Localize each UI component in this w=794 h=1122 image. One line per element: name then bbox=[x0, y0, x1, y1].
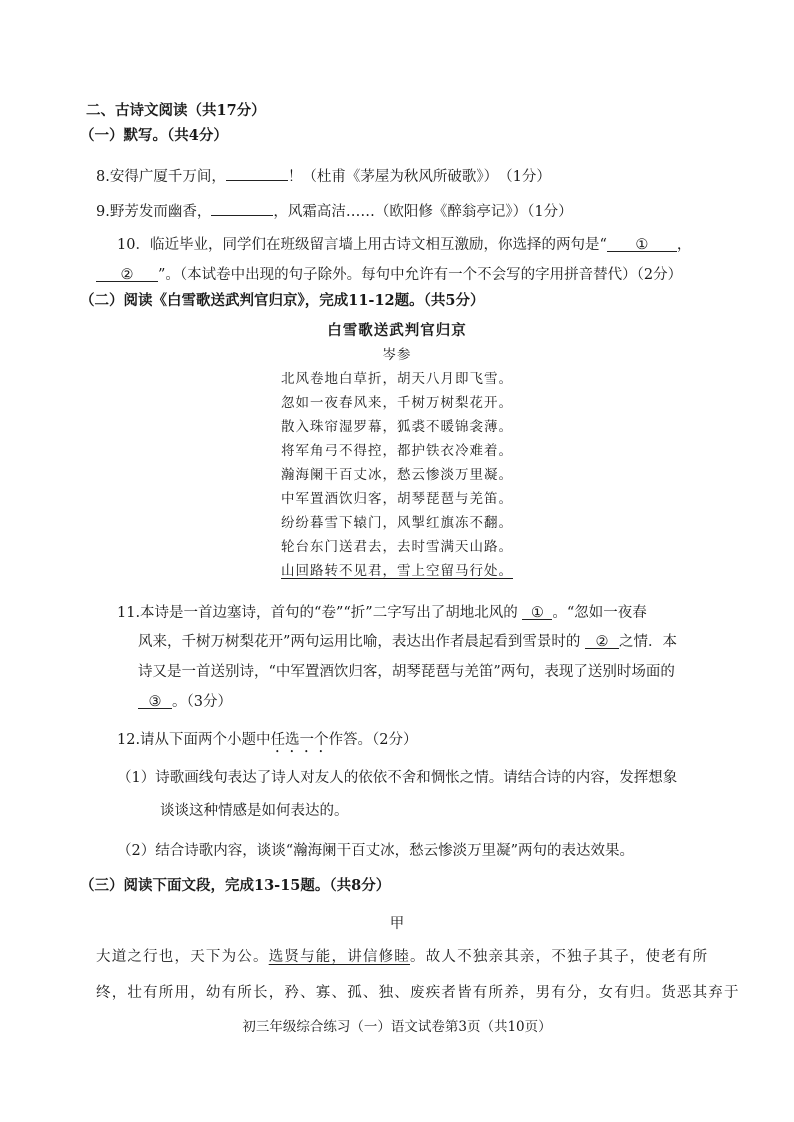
q10-text-line2: ”。（本试卷中出现的句子除外。每句中允许有一个不会写的字用拼音替代）（2分） bbox=[158, 267, 683, 283]
passage-line-2: 终，壮有所用，幼有所长，矜、寡、孤、独、废疾者皆有所养，男有分，女有归。货恶其弃于 bbox=[96, 985, 740, 1001]
poem-line-5: 瀚海阑干百丈冰，愁云惨淡万里凝。 bbox=[281, 467, 513, 483]
q11-text-2: 风来，千树万树梨花开”两句运用比喻，表达出作者晨起看到雪景时的 bbox=[138, 634, 581, 650]
poem-author: 岑参 bbox=[382, 347, 412, 363]
q10-blank-2[interactable]: ② bbox=[96, 265, 158, 282]
poem-line-6: 中军置酒饮归客，胡琴琵琶与羌笛。 bbox=[281, 491, 513, 507]
q11-blank-1[interactable]: ① bbox=[522, 603, 552, 620]
passage-line1-b: 。故人不独亲其亲，不独子其子，使老有所 bbox=[410, 949, 709, 965]
q11-blank-2[interactable]: ② bbox=[585, 632, 619, 649]
q8-answer-blank[interactable] bbox=[226, 164, 288, 181]
part2-title: （二）阅读《白雪歌送武判官归京》，完成11-12题。（共5分） bbox=[80, 292, 485, 309]
part3-title: （三）阅读下面文段，完成13-15题。（共8分） bbox=[80, 877, 391, 894]
poem-title: 白雪歌送武判官归京 bbox=[327, 322, 467, 339]
question-9 bbox=[96, 199, 573, 222]
q12-option-1-line1: （1）诗歌画线句表达了诗人对友人的依依不舍和惆怅之情。请结合诗的内容，发挥想象 bbox=[117, 770, 678, 786]
poem-line-9-underlined bbox=[0, 559, 794, 579]
question-8 bbox=[96, 164, 551, 187]
q11-blank-3[interactable]: ③ bbox=[138, 692, 172, 709]
q8-text-before: 8.安得广厦千万间， bbox=[96, 169, 226, 185]
q12-option-1-line2: 谈谈这种情感是如何表达的。 bbox=[160, 803, 349, 819]
q12-option-2: （2）结合诗歌内容，谈谈“瀚海阑干百丈冰，愁云惨淡万里凝”两句的表达效果。 bbox=[117, 843, 635, 859]
q10-text-before: 10．临近毕业，同学们在班级留言墙上用古诗文相互激励，你选择的两句是“ bbox=[117, 237, 607, 253]
question-10-line1 bbox=[117, 235, 691, 255]
poem-line-2: 忽如一夜春风来，千树万树梨花开。 bbox=[281, 395, 513, 411]
section-title: 二、古诗文阅读（共17分） bbox=[86, 102, 266, 119]
question-11-line1 bbox=[117, 603, 647, 623]
question-11-line2 bbox=[138, 632, 677, 652]
poem-line-8: 轮台东门送君去，去时雪满天山路。 bbox=[281, 539, 513, 555]
q10-blank-1[interactable]: ① bbox=[607, 235, 677, 252]
poem-line-4: 将军角弓不得控，都护铁衣冷难着。 bbox=[281, 443, 513, 459]
q11-text-1: 11.本诗是一首边塞诗，首句的“卷”“折”二字写出了胡地北风的 bbox=[117, 605, 518, 621]
poem-line-1: 北风卷地白草折，胡天八月即飞雪。 bbox=[281, 371, 513, 387]
q11-text-2b: 之情．本 bbox=[619, 634, 678, 650]
q11-text-1b: 。“忽如一夜春 bbox=[552, 605, 647, 621]
q11-text-4: 。（3分） bbox=[172, 694, 232, 710]
poem-line-3: 散入珠帘湿罗幕，狐裘不暖锦衾薄。 bbox=[281, 419, 513, 435]
q9-text-after: ，风霜高洁……（欧阳修《醉翁亭记》）（1分） bbox=[273, 204, 573, 220]
question-11-line4 bbox=[138, 692, 232, 712]
part1-title: （一）默写。（共4分） bbox=[80, 127, 228, 144]
passage-line-1 bbox=[96, 947, 708, 967]
q10-text-after: ， bbox=[676, 237, 692, 253]
page-footer: 初三年级综合练习（一）语文试卷第3页（共10页） bbox=[242, 1019, 552, 1035]
question-12 bbox=[117, 730, 418, 756]
passage-line1-a: 大道之行也，天下为公。 bbox=[96, 949, 269, 965]
question-10-line2 bbox=[96, 265, 682, 285]
passage-label: 甲 bbox=[389, 916, 405, 932]
poem-underlined-text: 山回路转不见君，雪上空留马行处。 bbox=[281, 563, 513, 579]
poem-line-7: 纷纷暮雪下辕门，风掣红旗冻不翻。 bbox=[281, 515, 513, 531]
question-11-line3: 诗又是一首送别诗，“中军置酒饮归客，胡琴琵琶与羌笛”两句，表现了送别时场面的 bbox=[138, 664, 675, 680]
q12-text-before: 12.请从下面两个小题中 bbox=[117, 732, 271, 748]
q9-text-before: 9.野芳发而幽香， bbox=[96, 204, 212, 220]
q9-answer-blank[interactable] bbox=[211, 199, 273, 216]
q12-text-after: 作答。（2分） bbox=[328, 732, 418, 748]
q12-emphasis: 任选一个 bbox=[270, 732, 329, 748]
passage-underlined: 选贤与能，讲信修睦 bbox=[268, 949, 411, 965]
q8-text-after: ！（杜甫《茅屋为秋风所破歌》） （1分） bbox=[287, 169, 551, 185]
